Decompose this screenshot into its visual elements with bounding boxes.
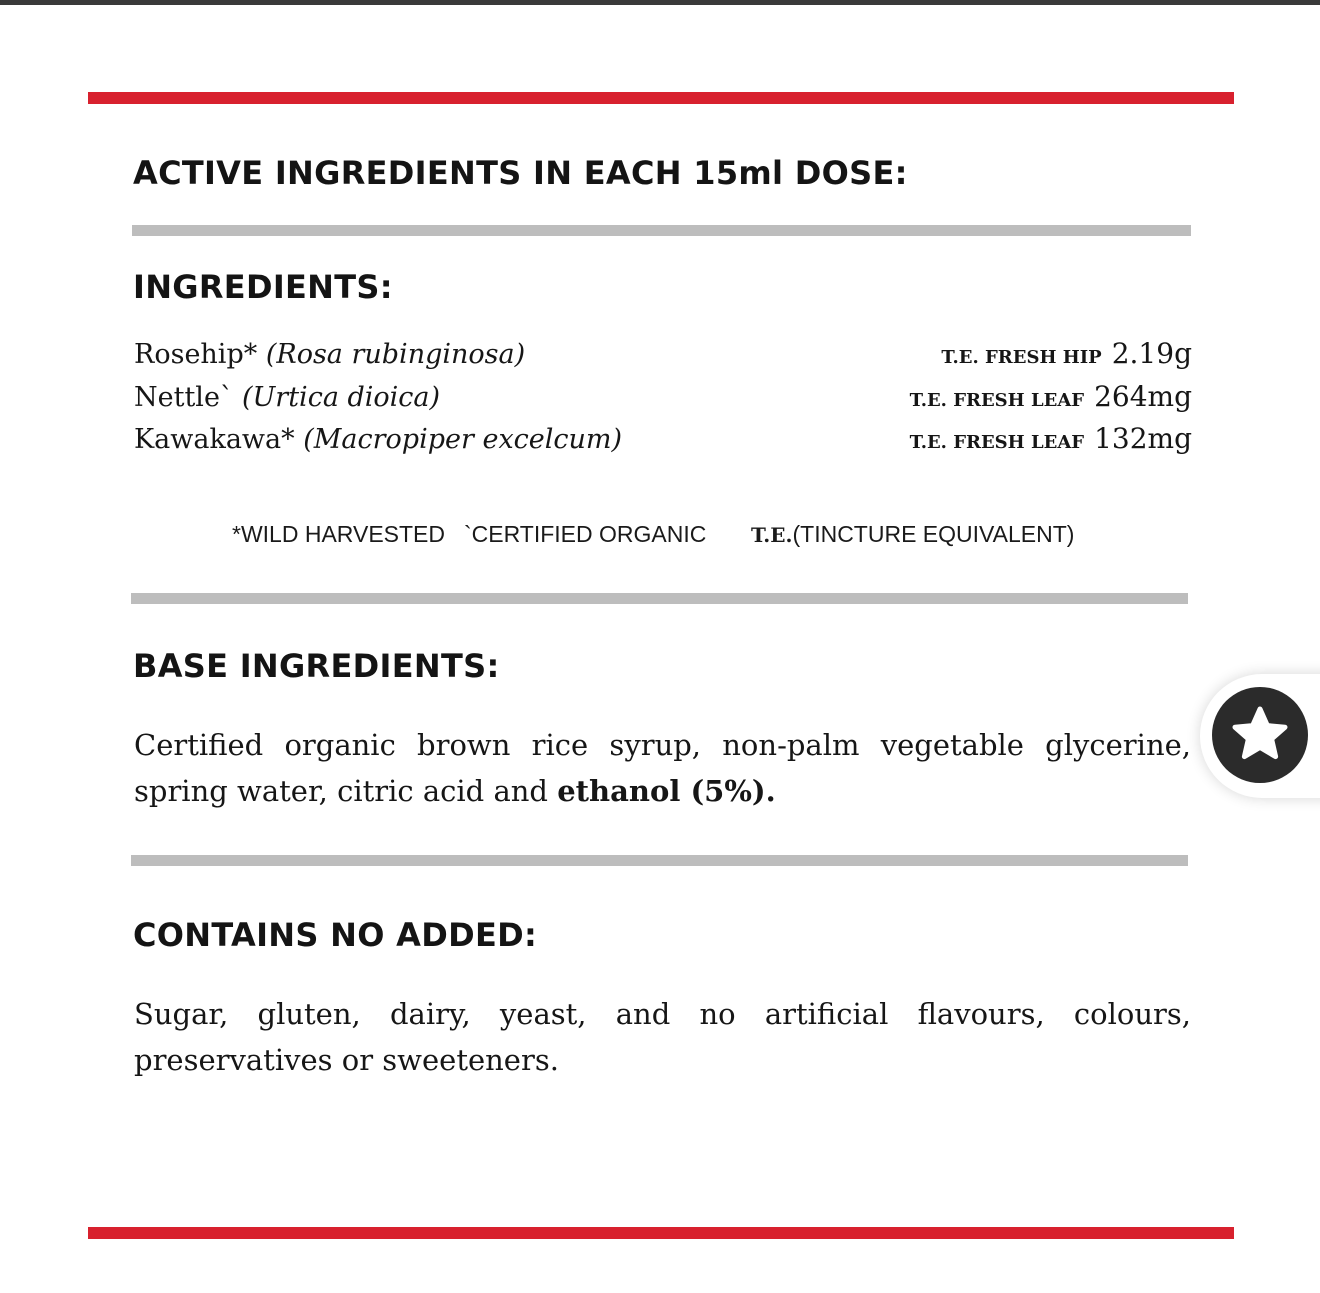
ingredient-name: Nettle` (Urtica dioica): [134, 382, 441, 413]
divider-1: [132, 225, 1191, 236]
top-edge-strip: [0, 0, 1320, 5]
bottom-red-divider: [88, 1227, 1234, 1239]
ingredient-name: Rosehip* (Rosa rubinginosa): [134, 339, 526, 370]
ethanol-emphasis: ethanol (5%).: [557, 774, 776, 808]
active-ingredients-heading: ACTIVE INGREDIENTS IN EACH 15ml DOSE:: [133, 154, 908, 192]
ingredient-amount: T.E. FRESH LEAF 264mg: [909, 380, 1192, 413]
base-ingredients-line-1: Certified organic brown rice syrup, non-palm vegetable glycerine,: [134, 728, 1191, 762]
divider-3: [131, 855, 1188, 866]
favorite-widget[interactable]: [1200, 674, 1320, 798]
divider-2: [131, 593, 1188, 604]
ingredient-row-rosehip: [134, 337, 1192, 379]
no-added-line-2: preservatives or sweeteners.: [134, 1043, 559, 1077]
base-ingredients-line-2: spring water, citric acid and ethanol (5%).: [134, 774, 776, 808]
no-added-line-1: Sugar, gluten, dairy, yeast, and no artificial flavours, colours,: [134, 997, 1191, 1031]
ingredient-amount: T.E. FRESH LEAF 132mg: [909, 422, 1192, 455]
ingredient-amount: T.E. FRESH HIP 2.19g: [941, 337, 1192, 370]
ingredient-row-kawakawa: [134, 422, 1192, 464]
contains-no-added-heading: CONTAINS NO ADDED:: [133, 916, 538, 954]
star-icon: [1228, 703, 1292, 767]
ingredients-heading: INGREDIENTS:: [133, 268, 393, 306]
favorite-button[interactable]: [1212, 687, 1308, 783]
base-ingredients-heading: BASE INGREDIENTS:: [133, 647, 500, 685]
ingredient-row-nettle: [134, 380, 1192, 422]
note-wild-harvested: *WILD HARVESTED: [232, 521, 446, 547]
note-tincture-equivalent: T.E.(TINCTURE EQUIVALENT): [751, 521, 1075, 547]
ingredient-name: Kawakawa* (Macropiper excelcum): [134, 424, 623, 455]
top-red-divider: [88, 92, 1234, 104]
note-certified-organic: `CERTIFIED ORGANIC: [464, 521, 707, 547]
